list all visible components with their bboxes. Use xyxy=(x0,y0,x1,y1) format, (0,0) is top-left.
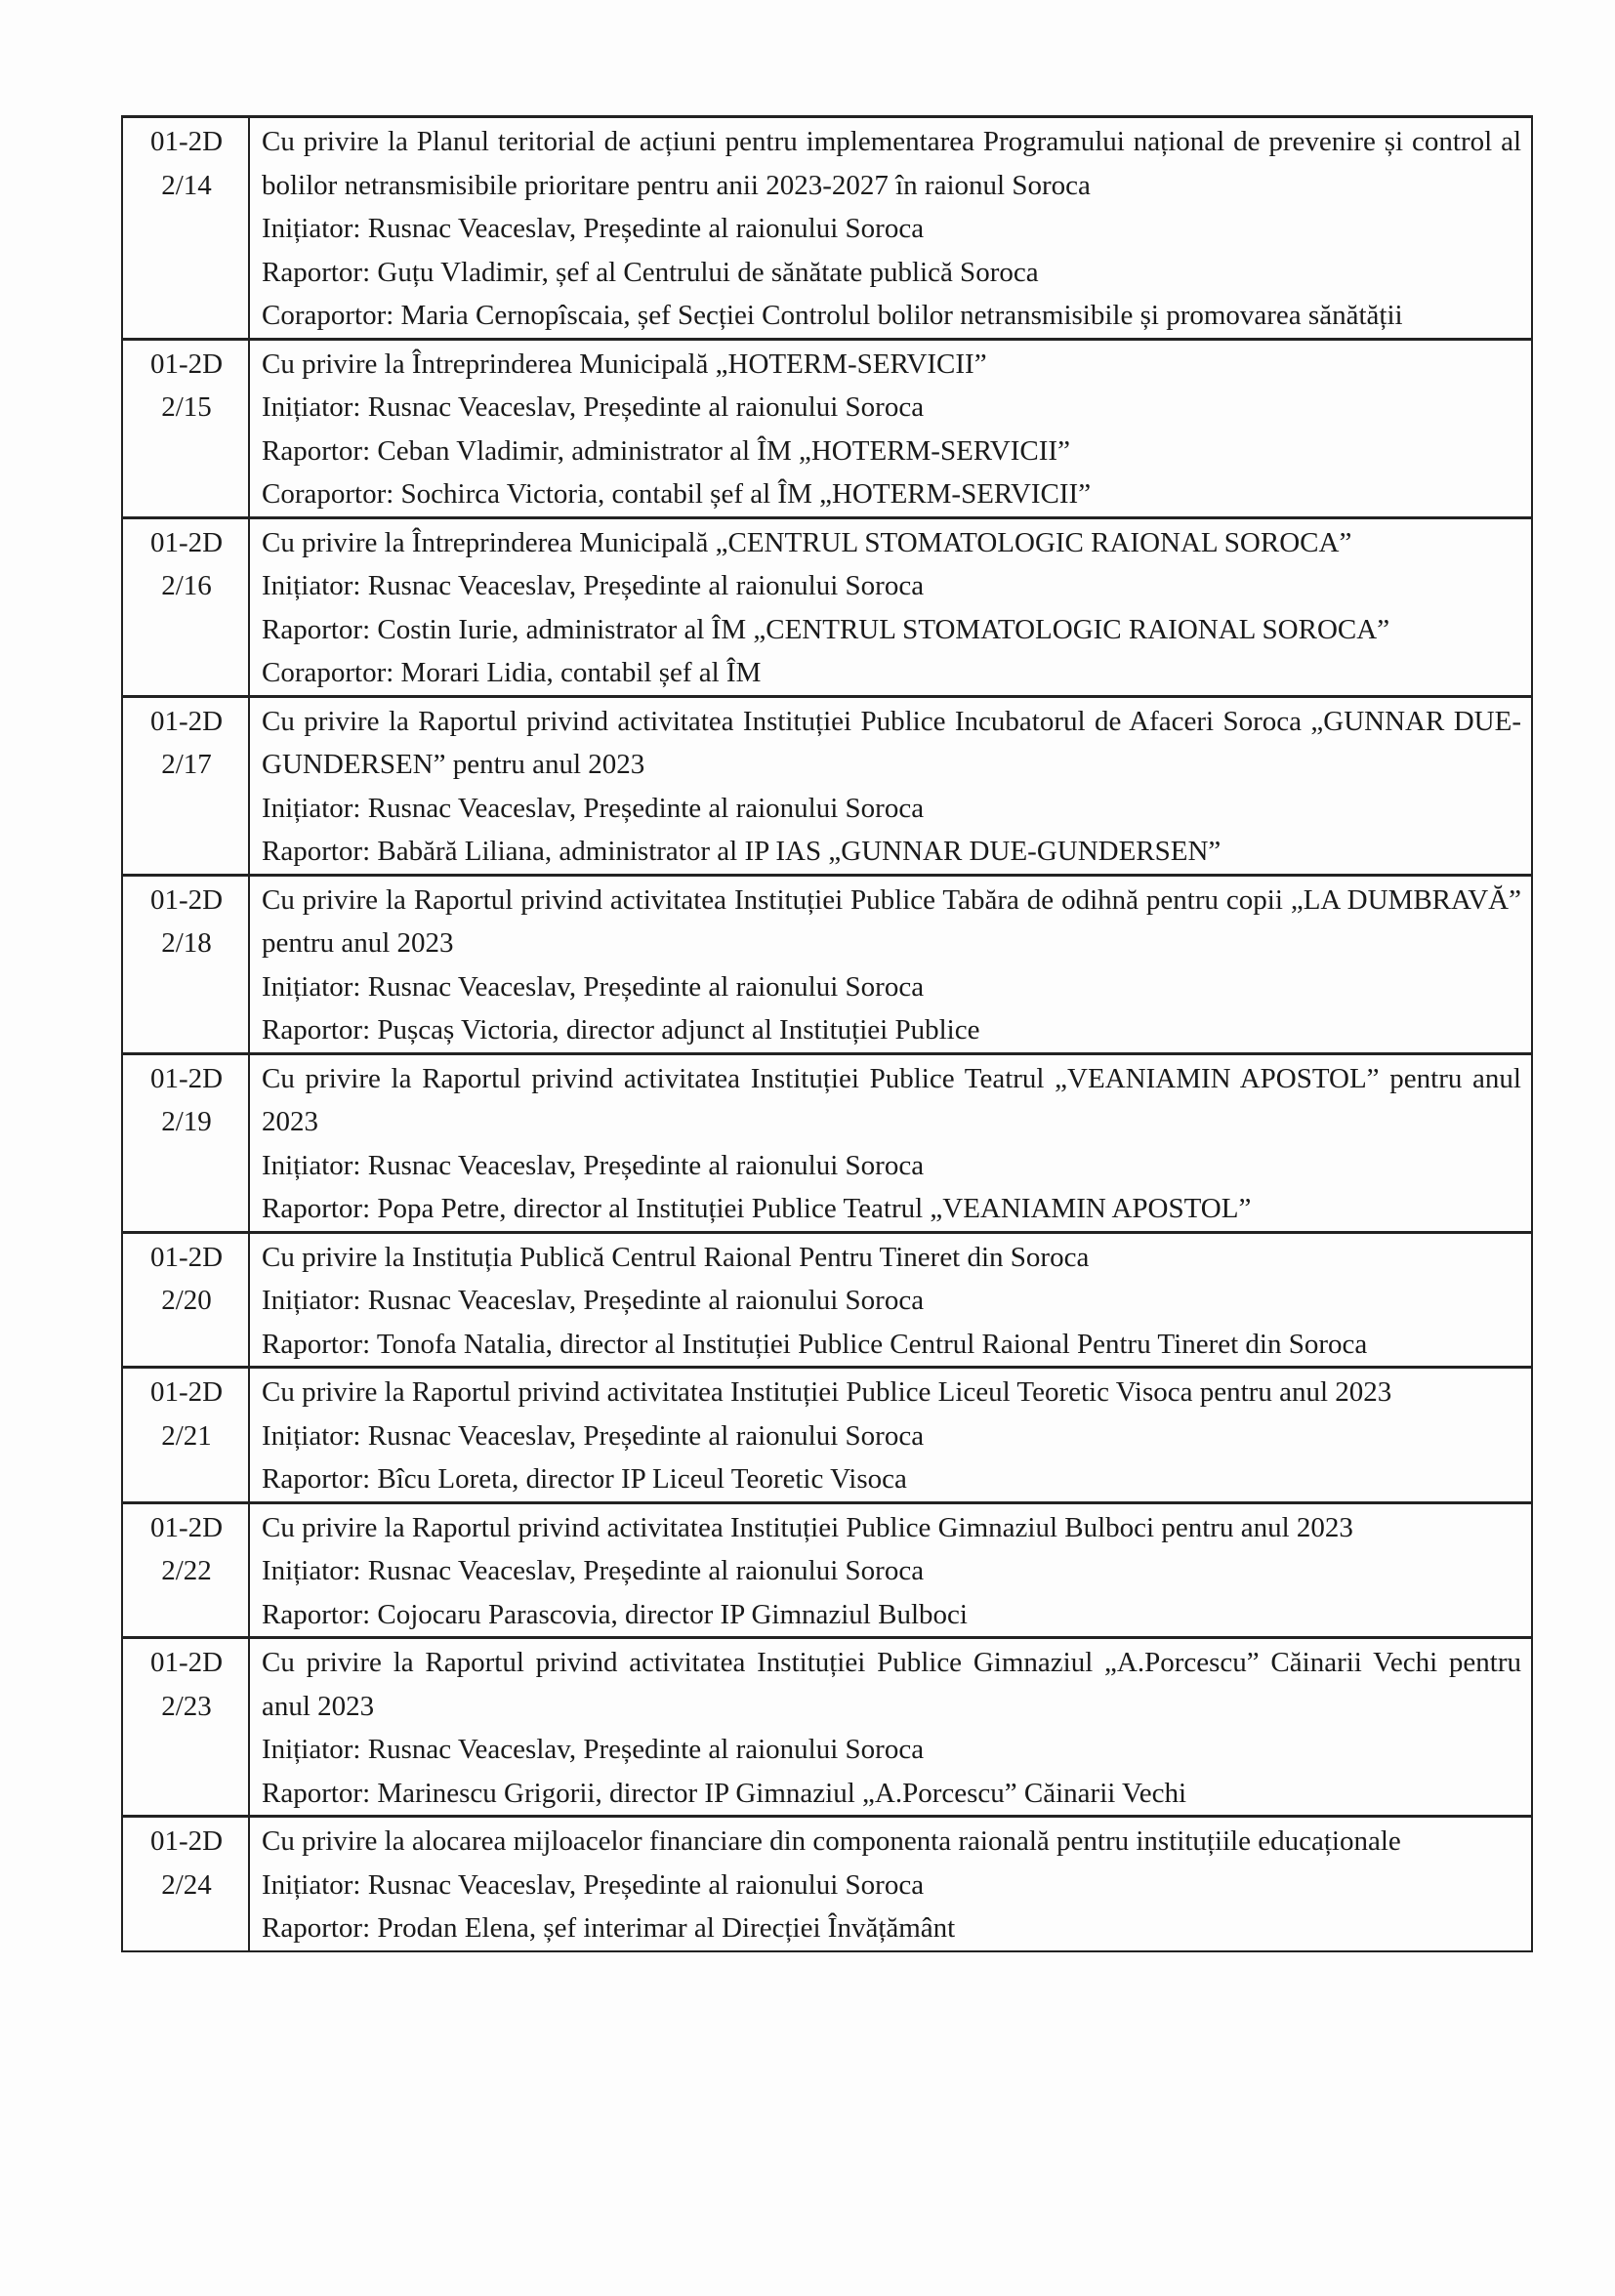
item-title: Cu privire la Planul teritorial de acțiuni pentru implementarea Programului național de prevenire și control al bolilor netransmisibile prioritare pentru anii 2023-2027 în raionul Soroca xyxy=(262,126,1521,201)
item-number-cell xyxy=(122,339,249,517)
agenda-table xyxy=(121,115,1533,1952)
item-number: 2/14 xyxy=(161,169,212,201)
item-code: 01-2D xyxy=(149,348,224,380)
table-row xyxy=(122,339,1532,517)
item-title: Cu privire la Raportul privind activitatea Instituției Publice Gimnaziul Bulboci pentru anul 2023 xyxy=(262,1511,1353,1543)
item-code: 01-2D xyxy=(149,1062,224,1094)
item-initiator: Inițiator: Rusnac Veaceslav, Președinte al raionului Soroca xyxy=(262,213,925,244)
item-number: 2/15 xyxy=(161,391,212,423)
item-body-cell xyxy=(249,517,1532,696)
table-row xyxy=(122,696,1532,875)
item-number: 2/22 xyxy=(161,1555,212,1586)
item-body-cell xyxy=(249,339,1532,517)
table-row xyxy=(122,1638,1532,1817)
item-coraportor: Coraportor: Maria Cernopîscaia, șef Secției Controlul bolilor netransmisibile și promovarea sănătății xyxy=(262,300,1403,331)
item-raportor: Raportor: Costin Iurie, administrator al ÎM „CENTRUL STOMATOLOGIC RAIONAL SOROCA” xyxy=(262,613,1390,645)
item-code: 01-2D xyxy=(149,126,224,157)
item-raportor: Raportor: Pușcaș Victoria, director adjunct al Instituției Publice xyxy=(262,1014,980,1046)
item-title: Cu privire la alocarea mijloacelor financiare din componenta raională pentru instituțiile educaționale xyxy=(262,1825,1401,1857)
item-title: Cu privire la Raportul privind activitatea Instituției Publice Tabăra de odihnă pentru copii „LA DUMBRAVĂ” pentru anul 2023 xyxy=(262,883,1521,959)
item-number-cell xyxy=(122,1053,249,1232)
item-code: 01-2D xyxy=(149,1241,224,1273)
item-initiator: Inițiator: Rusnac Veaceslav, Președinte al raionului Soroca xyxy=(262,1555,925,1586)
item-coraportor: Coraportor: Morari Lidia, contabil șef al ÎM xyxy=(262,657,762,688)
item-title: Cu privire la Instituția Publică Centrul Raional Pentru Tineret din Soroca xyxy=(262,1241,1090,1273)
item-number: 2/19 xyxy=(161,1106,212,1137)
table-row xyxy=(122,1232,1532,1368)
item-raportor: Raportor: Tonofa Natalia, director al Instituției Publice Centrul Raional Pentru Tineret din Soroca xyxy=(262,1328,1368,1360)
item-body-cell xyxy=(249,1053,1532,1232)
item-raportor: Raportor: Guțu Vladimir, șef al Centrului de sănătate publică Soroca xyxy=(262,256,1039,288)
item-number-cell xyxy=(122,1817,249,1951)
item-initiator: Inițiator: Rusnac Veaceslav, Președinte al raionului Soroca xyxy=(262,570,925,601)
item-raportor: Raportor: Cojocaru Parascovia, director IP Gimnaziul Bulboci xyxy=(262,1598,968,1630)
item-body-cell xyxy=(249,1502,1532,1638)
item-initiator: Inițiator: Rusnac Veaceslav, Președinte al raionului Soroca xyxy=(262,1868,925,1901)
item-raportor: Raportor: Popa Petre, director al Instituției Publice Teatrul „VEANIAMIN APOSTOL” xyxy=(262,1193,1252,1224)
item-number-cell xyxy=(122,1368,249,1503)
item-code: 01-2D xyxy=(149,526,224,558)
table-row xyxy=(122,1368,1532,1503)
table-row xyxy=(122,1502,1532,1638)
item-number: 2/20 xyxy=(161,1285,212,1316)
item-number-cell xyxy=(122,696,249,875)
item-number: 2/23 xyxy=(161,1690,212,1722)
item-raportor: Raportor: Ceban Vladimir, administrator al ÎM „HOTERM-SERVICII” xyxy=(262,434,1070,467)
item-body-cell xyxy=(249,696,1532,875)
item-number-cell xyxy=(122,1232,249,1368)
item-number: 2/17 xyxy=(161,749,212,780)
item-title: Cu privire la Raportul privind activitatea Instituției Publice Liceul Teoretic Visoca pentru anul 2023 xyxy=(262,1376,1392,1408)
item-coraportor: Coraportor: Sochirca Victoria, contabil șef al ÎM „HOTERM-SERVICII” xyxy=(262,478,1092,510)
item-code: 01-2D xyxy=(149,1511,224,1543)
item-number-cell xyxy=(122,875,249,1053)
table-row xyxy=(122,117,1532,340)
item-initiator: Inițiator: Rusnac Veaceslav, Președinte al raionului Soroca xyxy=(262,1419,925,1452)
item-initiator: Inițiator: Rusnac Veaceslav, Președinte al raionului Soroca xyxy=(262,1734,925,1765)
item-number-cell xyxy=(122,1502,249,1638)
item-code: 01-2D xyxy=(149,1376,224,1408)
item-title: Cu privire la Întreprinderea Municipală „CENTRUL STOMATOLOGIC RAIONAL SOROCA” xyxy=(262,526,1352,558)
table-row xyxy=(122,875,1532,1053)
item-raportor: Raportor: Marinescu Grigorii, director IP Gimnaziul „A.Porcescu” Căinarii Vechi xyxy=(262,1777,1187,1809)
item-body-cell xyxy=(249,1638,1532,1817)
table-row xyxy=(122,1053,1532,1232)
item-title: Cu privire la Raportul privind activitatea Instituției Publice Incubatorul de Afaceri Soroca „GUNNAR DUE-GUNDERSEN” pentru anul 2023 xyxy=(262,705,1521,780)
item-title: Cu privire la Raportul privind activitatea Instituției Publice Teatrul „VEANIAMIN APOSTOL” pentru anul 2023 xyxy=(262,1062,1521,1137)
item-raportor: Raportor: Bîcu Loreta, director IP Liceul Teoretic Visoca xyxy=(262,1463,907,1495)
item-number-cell xyxy=(122,517,249,696)
item-number-cell xyxy=(122,117,249,340)
table-row xyxy=(122,1817,1532,1951)
item-number-cell xyxy=(122,1638,249,1817)
item-raportor: Raportor: Babără Liliana, administrator al IP IAS „GUNNAR DUE-GUNDERSEN” xyxy=(262,836,1222,867)
table-row xyxy=(122,517,1532,696)
item-body-cell xyxy=(249,875,1532,1053)
item-body-cell xyxy=(249,117,1532,340)
item-number: 2/18 xyxy=(161,927,212,959)
item-title: Cu privire la Raportul privind activitatea Instituției Publice Gimnaziul „A.Porcescu” Căinarii Vechi pentru anul 2023 xyxy=(262,1647,1521,1722)
item-initiator: Inițiator: Rusnac Veaceslav, Președinte al raionului Soroca xyxy=(262,792,925,824)
item-raportor: Raportor: Prodan Elena, șef interimar al Direcției Învățământ xyxy=(262,1912,956,1944)
item-title: Cu privire la Întreprinderea Municipală „HOTERM-SERVICII” xyxy=(262,348,987,380)
item-initiator: Inițiator: Rusnac Veaceslav, Președinte al raionului Soroca xyxy=(262,970,925,1003)
item-number: 2/21 xyxy=(161,1419,212,1452)
item-initiator: Inițiator: Rusnac Veaceslav, Președinte al raionului Soroca xyxy=(262,1285,925,1316)
item-initiator: Inițiator: Rusnac Veaceslav, Președinte al raionului Soroca xyxy=(262,1149,925,1181)
item-code: 01-2D xyxy=(149,1825,224,1857)
item-code: 01-2D xyxy=(149,705,224,737)
item-code: 01-2D xyxy=(149,1647,224,1678)
item-number: 2/24 xyxy=(161,1868,212,1901)
item-number: 2/16 xyxy=(161,570,212,601)
item-body-cell xyxy=(249,1368,1532,1503)
item-code: 01-2D xyxy=(149,883,224,916)
item-body-cell xyxy=(249,1817,1532,1951)
item-initiator: Inițiator: Rusnac Veaceslav, Președinte al raionului Soroca xyxy=(262,391,925,423)
item-body-cell xyxy=(249,1232,1532,1368)
